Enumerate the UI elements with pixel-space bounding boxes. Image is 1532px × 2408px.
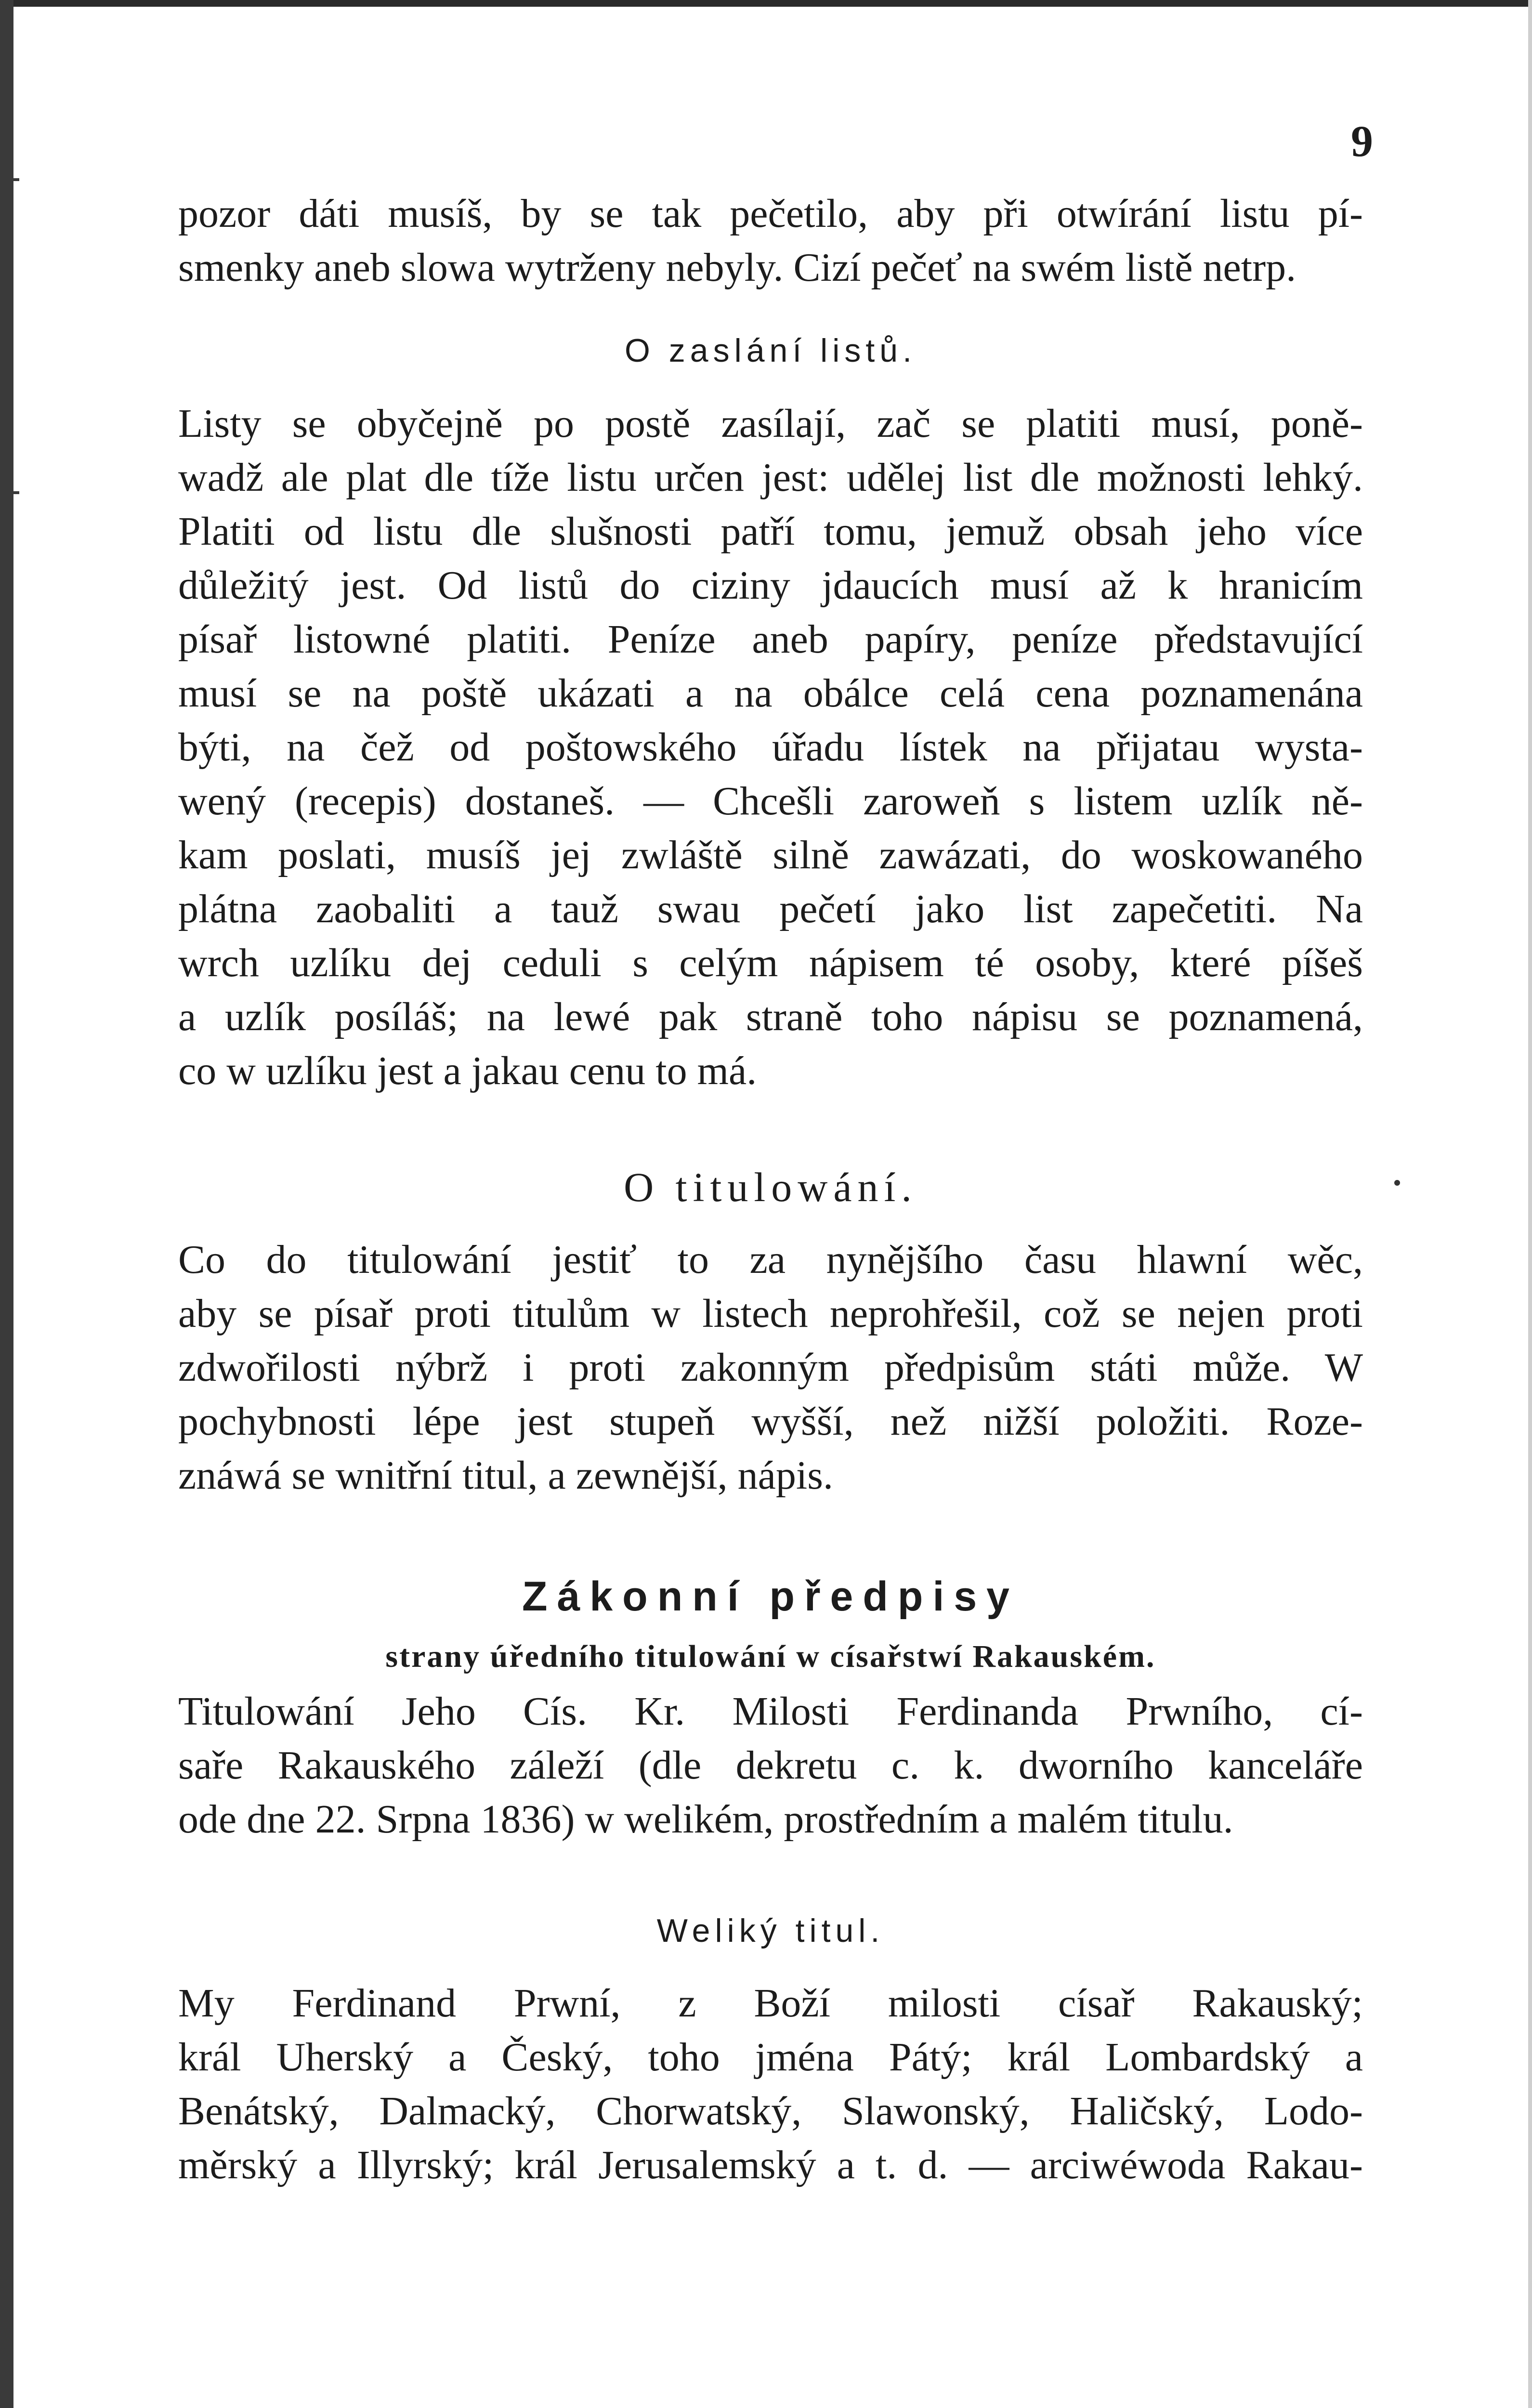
- text-line: býti, na čež od poštowského úřadu lístek na přijatau wysta-: [178, 725, 1363, 770]
- text-line: ode dne 22. Srpna 1836) w welikém, prostředním a malém titulu.: [178, 1797, 1233, 1842]
- text-line: král Uherský a Český, toho jména Pátý; král Lombardský a: [178, 2035, 1363, 2080]
- scan-edge-left: [0, 0, 13, 2408]
- section-heading-veliky: Weliký titul.: [656, 1912, 885, 1949]
- scan-tick-mark: [0, 491, 19, 494]
- text-line: důležitý jest. Od listů do ciziny jdaucích musí až k hranicím: [178, 563, 1363, 608]
- text-line: wrch uzlíku dej ceduli s celým nápisem té osoby, které píšeš: [178, 941, 1363, 985]
- text-line: pochybnosti lépe jest stupeň wyšší, než nižší položiti. Roze-: [178, 1399, 1363, 1444]
- text-line: smenky aneb slowa wytrženy nebyly. Cizí pečeť na swém listě netrp.: [178, 245, 1296, 290]
- text-line: wadž ale plat dle tíže listu určen jest: udělej list dle možnosti lehký.: [178, 455, 1363, 500]
- scan-edge-top: [0, 0, 1532, 7]
- section-heading-titulovani: O titulowání.: [624, 1164, 917, 1210]
- scan-edge-right: [1528, 0, 1532, 2408]
- page-number: 9: [1351, 117, 1373, 166]
- text-line: zdwořilosti nýbrž i proti zakonným předpisům státi může. W: [178, 1345, 1363, 1390]
- section-heading-zaslani: O zaslání listů.: [625, 332, 917, 369]
- text-line: znáwá se wnitřní titul, a zewnější, nápis.: [178, 1453, 833, 1498]
- page-content: [178, 187, 1363, 2192]
- text-line: Titulowání Jeho Cís. Kr. Milosti Ferdinanda Prwního, cí-: [178, 1689, 1363, 1734]
- text-line: a uzlík posíláš; na lewé pak straně toho nápisu se poznamená,: [178, 995, 1363, 1039]
- text-line: plátna zaobaliti a tauž swau pečetí jako list zapečetiti. Na: [178, 887, 1363, 931]
- text-line: pozor dáti musíš, by se tak pečetilo, aby při otwírání listu pí-: [178, 191, 1363, 236]
- text-line: kam poslati, musíš jej zwláště silně zawázati, do woskowaného: [178, 833, 1363, 877]
- text-line: My Ferdinand Prwní, z Boží milosti císař Rakauský;: [178, 1981, 1363, 2026]
- ink-speck: [1394, 1180, 1400, 1186]
- scan-tick-mark: [0, 178, 19, 181]
- text-line: Listy se obyčejně po postě zasílají, zač se platiti musí, poně-: [178, 401, 1363, 446]
- section-subheading-predpisy: strany úředního titulowání w císařstwí Rakauském.: [385, 1639, 1156, 1674]
- text-line: měrský a Illyrský; král Jerusalemský a t. d. — arciwéwoda Rakau-: [178, 2143, 1363, 2187]
- text-line: musí se na poště ukázati a na obálce celá cena poznamenána: [178, 671, 1363, 716]
- text-line: saře Rakauského záleží (dle dekretu c. k. dworního kanceláře: [178, 1743, 1363, 1788]
- text-line: co w uzlíku jest a jakau cenu to má.: [178, 1048, 757, 1093]
- text-line: Co do titulowání jestiť to za nynějšího času hlawní wěc,: [178, 1237, 1363, 1282]
- text-line: wený (recepis) dostaneš. — Chcešli zaroweň s listem uzlík ně-: [178, 779, 1363, 824]
- section-heading-predpisy: Zákonní předpisy: [522, 1573, 1020, 1620]
- text-line: Platiti od listu dle slušnosti patří tomu, jemuž obsah jeho více: [178, 509, 1363, 554]
- text-line: Benátský, Dalmacký, Chorwatský, Slawonský, Haličský, Lodo-: [178, 2089, 1363, 2133]
- text-line: písař listowné platiti. Peníze aneb papíry, peníze představující: [178, 617, 1363, 662]
- text-line: aby se písař proti titulům w listech neprohřešil, což se nejen proti: [178, 1291, 1363, 1336]
